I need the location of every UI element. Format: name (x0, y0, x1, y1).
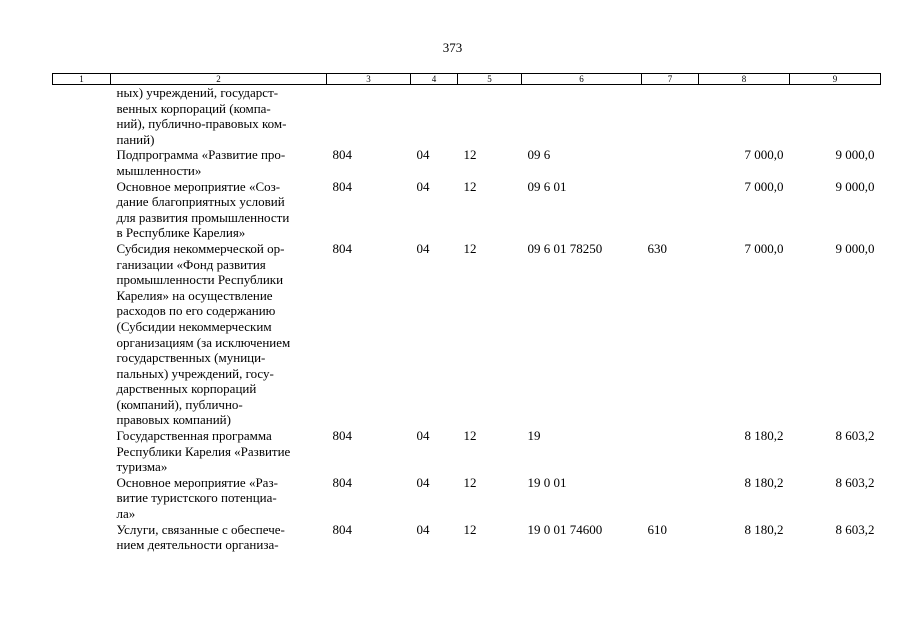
target-article-code: 19 0 01 (527, 474, 567, 490)
row-number-cell (53, 85, 111, 148)
target-article-code: 09 6 (527, 147, 551, 163)
column-number: 9 (790, 74, 881, 85)
column-number: 3 (327, 74, 411, 85)
row-number-cell (53, 241, 111, 428)
amount-year-2: 8 603,2 (835, 474, 875, 490)
item-name: ных) учреждений, государст- венных корпораций (компа- ний), публично-правовых ком- паний) (116, 85, 287, 147)
table-body (53, 85, 881, 553)
table-row (53, 85, 881, 148)
section-code: 04 (416, 474, 430, 490)
subsection-code: 12 (463, 521, 477, 537)
section-code: 04 (416, 428, 430, 444)
expense-type-code (642, 179, 699, 241)
amount-year-1: 7 000,0 (744, 240, 784, 256)
item-name: Основное мероприятие «Соз- дание благоприятных условий для развития промышленности в Республике Карелия» (116, 178, 290, 241)
target-article-code: 09 6 01 (527, 178, 567, 194)
section-code (411, 85, 458, 148)
kvsr-code: 804 (332, 240, 352, 256)
table-row (53, 241, 881, 428)
item-name: Субсидия некоммерческой ор- ганизации «Фонд развития промышленности Республики Карелия» на осуществление расходов по его содержанию (Субсидии некоммерческим организациям (за исключением государственных (муници- пальных) учреждений, госу- дарственных корпораций (компаний), публично- правовых компаний) (116, 240, 291, 428)
subsection-code: 12 (463, 178, 477, 194)
kvsr-code (327, 85, 411, 148)
target-article-code: 19 0 01 74600 (527, 521, 603, 537)
kvsr-code: 804 (332, 178, 352, 194)
amount-year-1: 7 000,0 (744, 147, 784, 163)
row-number-cell (53, 179, 111, 241)
budget-table (52, 73, 881, 553)
amount-year-2: 9 000,0 (835, 240, 875, 256)
table-row (53, 428, 881, 475)
expense-type-code: 630 (647, 240, 667, 256)
section-code: 04 (416, 521, 430, 537)
item-name: Основное мероприятие «Раз- витие туристского потенциа- ла» (116, 474, 278, 522)
target-article-code (522, 85, 642, 148)
expense-type-code (642, 428, 699, 475)
amount-year-1: 7 000,0 (744, 178, 784, 194)
kvsr-code: 804 (332, 521, 352, 537)
section-code: 04 (416, 178, 430, 194)
amount-year-1 (699, 85, 790, 148)
kvsr-code: 804 (332, 428, 352, 444)
row-number-cell (53, 147, 111, 178)
amount-year-2 (790, 85, 881, 148)
amount-year-2: 8 603,2 (835, 521, 875, 537)
kvsr-code: 804 (332, 474, 352, 490)
subsection-code: 12 (463, 147, 477, 163)
subsection-code: 12 (463, 428, 477, 444)
row-number-cell (53, 475, 111, 522)
item-name: Подпрограмма «Развитие про- мышленности» (116, 147, 286, 178)
target-article-code: 09 6 01 78250 (527, 240, 603, 256)
table-row (53, 147, 881, 178)
amount-year-1: 8 180,2 (744, 521, 784, 537)
row-number-cell (53, 522, 111, 553)
subsection-code: 12 (463, 240, 477, 256)
table-row (53, 522, 881, 553)
amount-year-2: 9 000,0 (835, 147, 875, 163)
column-number: 5 (458, 74, 522, 85)
kvsr-code: 804 (332, 147, 352, 163)
column-number: 8 (699, 74, 790, 85)
expense-type-code (642, 85, 699, 148)
column-number: 7 (642, 74, 699, 85)
column-number: 6 (522, 74, 642, 85)
column-number: 2 (111, 74, 327, 85)
table-row (53, 475, 881, 522)
amount-year-2: 9 000,0 (835, 178, 875, 194)
expense-type-code (642, 475, 699, 522)
column-number-header-row (53, 74, 881, 85)
target-article-code: 19 (527, 428, 541, 444)
amount-year-1: 8 180,2 (744, 474, 784, 490)
expense-type-code (642, 147, 699, 178)
page-number: 373 (442, 40, 463, 55)
section-code: 04 (416, 147, 430, 163)
column-number: 4 (411, 74, 458, 85)
column-number: 1 (53, 74, 111, 85)
table-row (53, 179, 881, 241)
amount-year-1: 8 180,2 (744, 428, 784, 444)
amount-year-2: 8 603,2 (835, 428, 875, 444)
subsection-code: 12 (463, 474, 477, 490)
row-number-cell (53, 428, 111, 475)
item-name: Государственная программа Республики Карелия «Развитие туризма» (116, 428, 291, 475)
item-name: Услуги, связанные с обеспече- нием деятельности организа- (116, 521, 285, 553)
section-code: 04 (416, 240, 430, 256)
expense-type-code: 610 (647, 521, 667, 537)
subsection-code (458, 85, 522, 148)
